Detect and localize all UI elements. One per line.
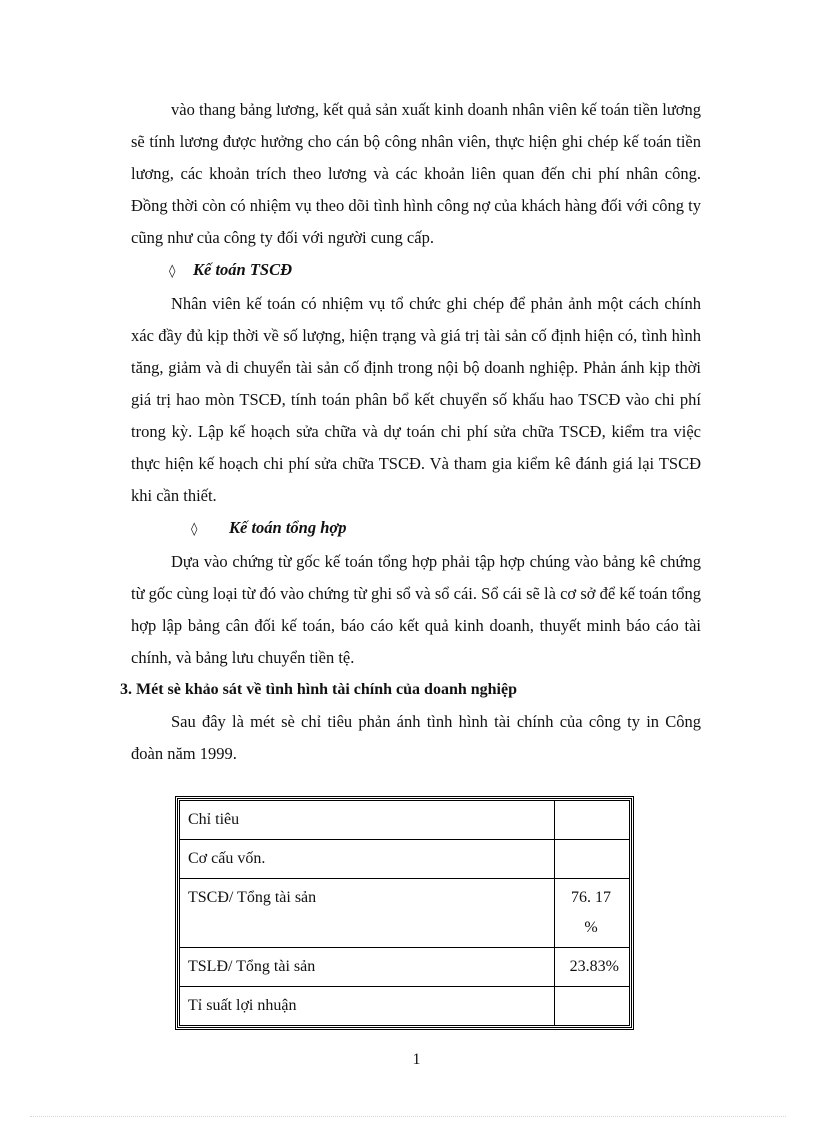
financial-indicators-table [175, 796, 634, 1030]
paragraph-intro-table: Sau đây là mét sè chỉ tiêu phản ánh tình hình tài chính của công ty in Công đoàn năm 1999. [131, 712, 701, 763]
paragraph-tscd: Nhân viên kế toán có nhiệm vụ tổ chức ghi chép để phản ảnh một cách chính xác đầy đủ kịp thời về số lượng, hiện trạng và giá trị tài sản cố định hiện có, tình hình tăng, giảm và di chuyển tài sản cố định trong nội bộ doanh nghiệp. Phản ánh kịp thời giá trị hao mòn TSCĐ, tính toán phân bổ kết chuyển số khấu hao TSCĐ vào chi phí trong kỳ. Lập kế hoạch sửa chữa và dự toán chi phí sửa chữa TSCĐ, kiểm tra việc thực hiện kế hoạch chi phí sửa chữa TSCĐ. Và tham gia kiểm kê đánh giá lại TSCĐ khi cần thiết. [131, 294, 701, 505]
table-cell-label: TSCĐ/ Tổng tài sản [180, 879, 555, 948]
table-cell-value [555, 840, 630, 879]
heading-tscd-label: Kế toán TSCĐ [193, 260, 293, 279]
diamond-bullet-icon: ◊ [169, 264, 176, 279]
table-cell-value [555, 801, 630, 840]
body-text [120, 94, 701, 770]
table-cell-value: 76. 17 % [555, 879, 630, 948]
table-cell-label: TSLĐ/ Tổng tài sản [180, 948, 555, 987]
table-cell-value [555, 987, 630, 1026]
heading-tscd [131, 254, 701, 288]
page-number: 1 [412, 1051, 421, 1068]
table-row [180, 948, 630, 987]
diamond-bullet-icon: ◊ [191, 522, 198, 537]
table-row [180, 801, 630, 840]
paragraph-salary: vào thang bảng lương, kết quả sản xuất kinh doanh nhân viên kế toán tiền lương sẽ tính lương được hưởng cho cán bộ công nhân viên, thực hiện ghi chép kế toán tiền lương, các khoản trích theo lương và các khoản liên quan đến chi phí nhân công. Đồng thời còn có nhiệm vụ theo dõi tình hình công nợ của khách hàng đối với công ty cũng như của công ty đối với người cung cấp. [131, 100, 701, 247]
page-bottom-divider [30, 1116, 786, 1117]
table-cell-value: 23.83% [555, 948, 630, 987]
table-row [180, 987, 630, 1026]
paragraph-tonghop: Dựa vào chứng từ gốc kế toán tổng hợp phải tập hợp chúng vào bảng kê chứng từ gốc cùng loại từ đó vào chứng từ ghi sổ và sổ cái. Sổ cái sẽ là cơ sở để kế toán tổng hợp lập bảng cân đối kế toán, báo cáo kết quả kinh doanh, thuyết minh báo cáo tài chính, và bảng lưu chuyển tiền tệ. [131, 552, 701, 667]
heading-tonghop [131, 512, 701, 546]
table-row [180, 879, 630, 948]
table-cell-label: Chỉ tiêu [180, 801, 555, 840]
table-row [180, 840, 630, 879]
table-cell-label: Tỉ suất lợi nhuận [180, 987, 555, 1026]
table-cell-label: Cơ cấu vốn. [180, 840, 555, 879]
heading-tonghop-label: Kế toán tổng hợp [229, 518, 347, 537]
section-3-heading: 3. Mét sè khảo sát về tình hình tài chính của doanh nghiệp [120, 681, 517, 698]
